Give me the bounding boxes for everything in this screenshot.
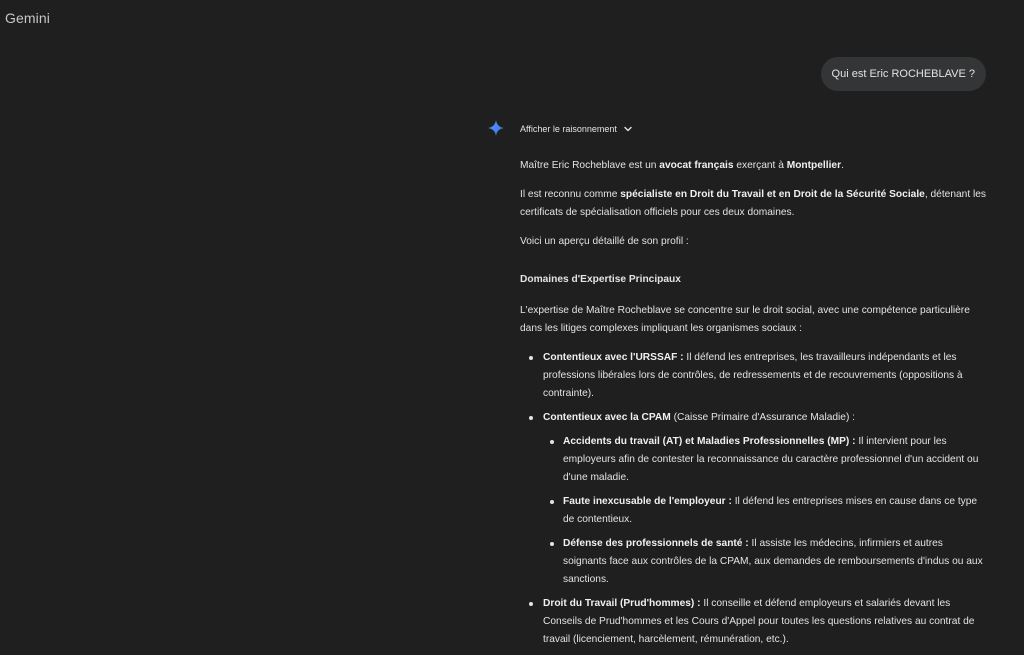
response-paragraph-intro	[520, 157, 986, 175]
list-item-text: Il défend les entreprises, les travailleurs indépendants et les professions libérales lors de contrôles, de redressements et de recouvrements (oppositions à contrainte).	[543, 352, 963, 399]
bold-segment: Montpellier	[786, 160, 842, 171]
user-message-text: Qui est Eric ROCHEBLAVE ?	[831, 68, 975, 80]
user-message-bubble	[821, 57, 986, 91]
text-segment: exerçant à	[733, 160, 787, 171]
expertise-list	[520, 349, 986, 649]
list-item-text: Il conseille et défend employeurs et salariés devant les Conseils de Prud'hommes et les Cours d'Appel pour toutes les questions relatives au contrat de travail (licenciement, harcèlement, rémunération, etc.).	[543, 598, 975, 645]
gemini-spark-icon	[488, 120, 504, 136]
list-item-title: Contentieux avec la CPAM	[543, 412, 671, 423]
list-item-text: Il défend les entreprises mises en cause dans ce type de contentieux.	[563, 496, 978, 525]
list-item-title: Faute inexcusable de l'employeur :	[563, 496, 732, 507]
cpam-sublist	[543, 433, 986, 589]
list-item-text: Il assiste les médecins, infirmiers et autres soignants face aux contrôles de la CPAM, aux demandes de remboursements d'indus ou aux sanctions.	[563, 538, 983, 585]
sublist-item-faute-inexcusable	[543, 493, 986, 529]
list-item-title: Défense des professionnels de santé :	[563, 538, 749, 549]
show-reasoning-toggle[interactable]	[520, 121, 633, 136]
bold-segment: spécialiste en Droit du Travail et en Droit de la Sécurité Sociale	[620, 189, 925, 200]
show-reasoning-label: Afficher le raisonnement	[520, 123, 617, 134]
list-item-title: Contentieux avec l'URSSAF :	[543, 352, 684, 363]
list-item-urssaf	[520, 349, 986, 403]
text-segment: , détenant les certificats de spécialisation officiels pour ces deux domaines.	[520, 189, 986, 218]
response-paragraph-overview: Voici un aperçu détaillé de son profil :	[520, 236, 689, 247]
list-item-prudhommes	[520, 595, 986, 649]
response-paragraph-expertise: L'expertise de Maître Rocheblave se concentre sur le droit social, avec une compétence particulière dans les litiges complexes impliquant les organismes sociaux :	[520, 305, 970, 334]
list-item-title: Droit du Travail (Prud'hommes) :	[543, 598, 701, 609]
list-item-text: Il intervient pour les employeurs afin de contester la reconnaissance du caractère professionnel d'un accident ou d'une maladie.	[563, 436, 979, 483]
bold-segment: avocat français	[659, 160, 734, 171]
text-segment: Maître Eric Rocheblave est un	[520, 160, 660, 171]
chevron-down-icon	[623, 124, 633, 134]
sublist-item-sante	[543, 535, 986, 589]
assistant-response	[520, 157, 986, 655]
text-segment: Il est reconnu comme	[520, 189, 621, 200]
section-heading: Domaines d'Expertise Principaux	[520, 274, 681, 285]
list-item-cpam	[520, 409, 986, 589]
sublist-item-at-mp	[543, 433, 986, 487]
response-paragraph-specialty	[520, 186, 986, 222]
text-segment: .	[841, 160, 844, 171]
app-title: Gemini	[5, 10, 50, 26]
list-item-text: (Caisse Primaire d'Assurance Maladie) :	[670, 412, 856, 423]
list-item-title: Accidents du travail (AT) et Maladies Professionnelles (MP) :	[563, 436, 856, 447]
